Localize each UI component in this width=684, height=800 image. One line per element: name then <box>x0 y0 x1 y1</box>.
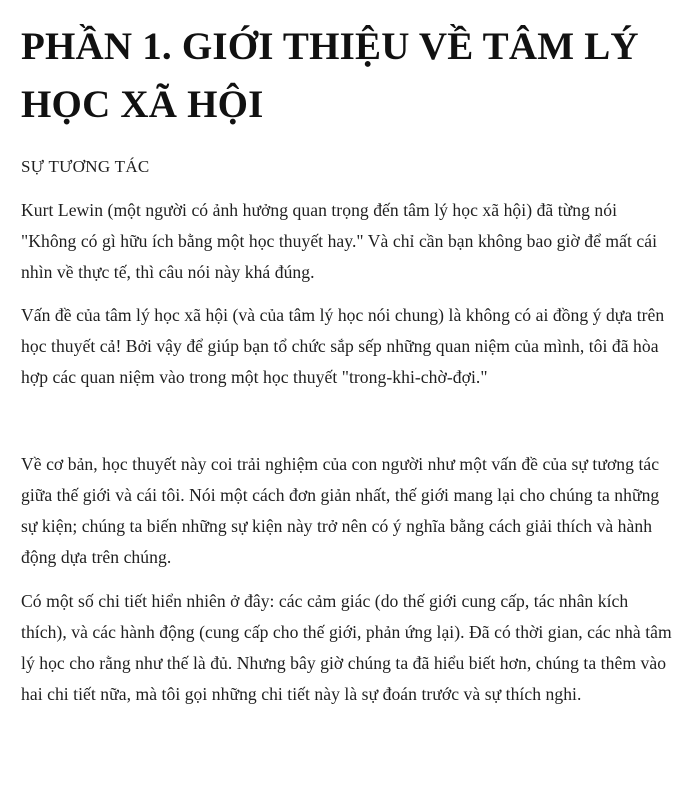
paragraph: Có một số chi tiết hiển nhiên ở đây: các cảm giác (do thế giới cung cấp, tác nhân kích thích), và các hành động (cung cấp cho thế giới, phản ứng lại). Đã có thời gian, các nhà tâm lý học cho rằng như thế là đủ. Nhưng bây giờ chúng ta đã hiểu biết hơn, chúng ta thêm vào hai chi tiết nữa, mà tôi gọi những chi tiết này là sự đoán trước và sự thích nghi. <box>21 591 672 704</box>
section-label: SỰ TƯƠNG TÁC <box>21 157 150 176</box>
paragraph: Kurt Lewin (một người có ảnh hưởng quan trọng đến tâm lý học xã hội) đã từng nói "Không có gì hữu ích bằng một học thuyết hay." Và chỉ cần bạn không bao giờ để mất cái nhìn về thực tế, thì câu nói này khá đúng. <box>21 200 658 282</box>
page-title: PHẦN 1. GIỚI THIỆU VỀ TÂM LÝ HỌC XÃ HỘI <box>21 25 639 126</box>
paragraph: Về cơ bản, học thuyết này coi trải nghiệm của con người như một vấn đề của sự tương tác giữa thế giới và cái tôi. Nói một cách đơn giản nhất, thế giới mang lại cho chúng ta những sự kiện; chúng ta biến những sự kiện này trở nên có ý nghĩa bằng cách giải thích và hành động dựa trên chúng. <box>21 454 660 567</box>
paragraph: Vấn đề của tâm lý học xã hội (và của tâm lý học nói chung) là không có ai đồng ý dựa trên học thuyết cả! Bởi vậy để giúp bạn tổ chức sắp sếp những quan niệm của mình, tôi đã hòa hợp các quan niệm vào trong một học thuyết "trong-khi-chờ-đợi." <box>21 305 665 387</box>
document-page <box>21 0 673 710</box>
